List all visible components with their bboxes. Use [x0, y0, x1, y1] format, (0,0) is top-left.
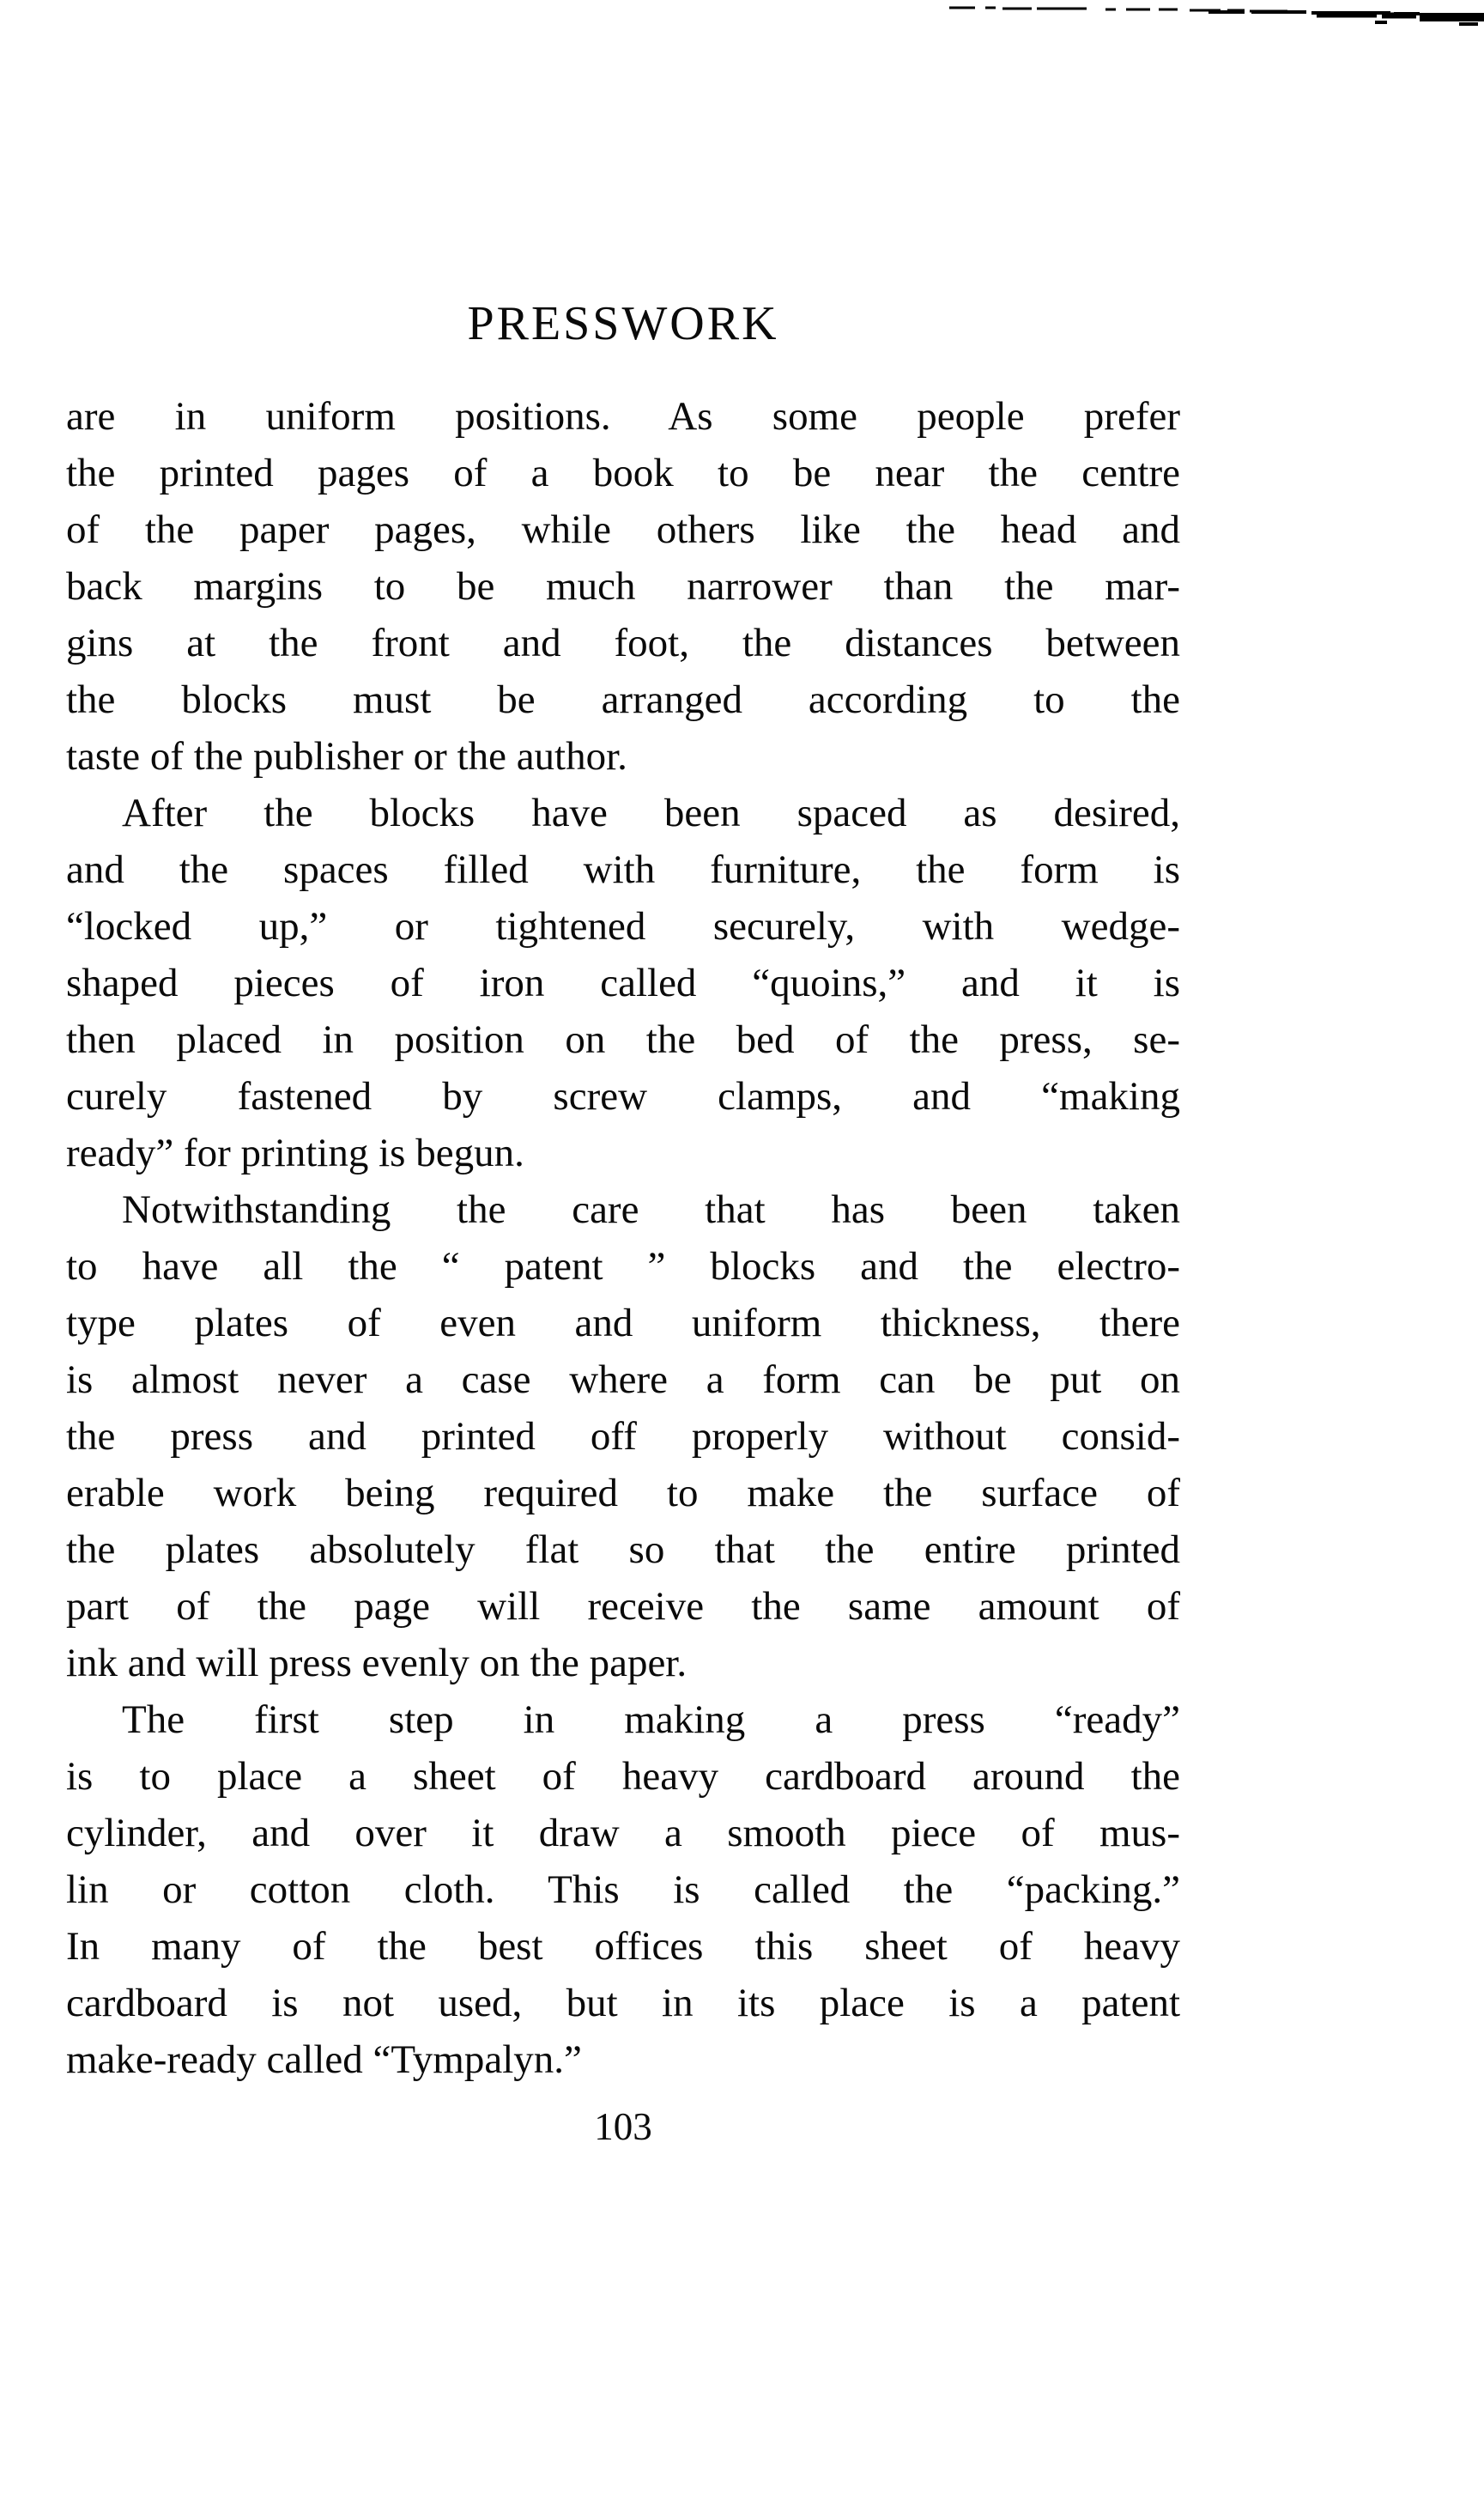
text-line: the printed pages of a book to be near the centre — [66, 451, 1180, 495]
text-line: to have all the “ patent ” blocks and the electro- — [66, 1244, 1180, 1289]
text-line: is to place a sheet of heavy cardboard around the — [66, 1754, 1180, 1799]
text-line: “locked up,” or tightened securely, with wedge- — [66, 904, 1180, 949]
text-line: erable work being required to make the surface of — [66, 1471, 1180, 1515]
text-line: shaped pieces of iron called “quoins,” and it is — [66, 961, 1180, 1005]
text-line: cylinder, and over it draw a smooth piece of mus- — [66, 1811, 1180, 1855]
page-title: PRESSWORK — [467, 297, 779, 350]
text-line: curely fastened by screw clamps, and “making — [66, 1074, 1180, 1119]
text-line: the plates absolutely flat so that the entire printed — [66, 1527, 1180, 1572]
text-line: make-ready called “Tympalyn.” — [66, 2037, 582, 2082]
text-line: is almost never a case where a form can be put on — [66, 1357, 1180, 1402]
text-line: taste of the publisher or the author. — [66, 734, 627, 779]
text-line: In many of the best offices this sheet of heavy — [66, 1924, 1180, 1969]
text-line: the blocks must be arranged according to the — [66, 677, 1180, 722]
text-line: cardboard is not used, but in its place is a patent — [66, 1981, 1180, 2025]
body-text — [66, 388, 1180, 2088]
text-line: ink and will press evenly on the paper. — [66, 1641, 687, 1685]
scan-artifact-icon — [946, 2, 1484, 26]
text-line: gins at the front and foot, the distances between — [66, 621, 1180, 665]
text-line: The first step in making a press “ready” — [122, 1697, 1180, 1742]
text-line: type plates of even and uniform thickness, there — [66, 1301, 1180, 1345]
text-line: are in uniform positions. As some people prefer — [66, 394, 1180, 439]
text-line: lin or cotton cloth. This is called the “packing.” — [66, 1867, 1180, 1912]
text-line: back margins to be much narrower than the mar- — [66, 564, 1180, 609]
page-number: 103 — [594, 2105, 652, 2148]
text-line: ready” for printing is begun. — [66, 1131, 524, 1175]
text-line: the press and printed off properly without consid- — [66, 1414, 1180, 1459]
text-line: then placed in position on the bed of the press, se- — [66, 1017, 1180, 1062]
text-line: part of the page will receive the same amount of — [66, 1584, 1180, 1629]
text-line: and the spaces filled with furniture, the form is — [66, 847, 1180, 892]
text-line: of the paper pages, while others like the head and — [66, 507, 1180, 552]
text-line: After the blocks have been spaced as desired, — [122, 791, 1180, 835]
text-line: Notwithstanding the care that has been taken — [122, 1187, 1180, 1232]
